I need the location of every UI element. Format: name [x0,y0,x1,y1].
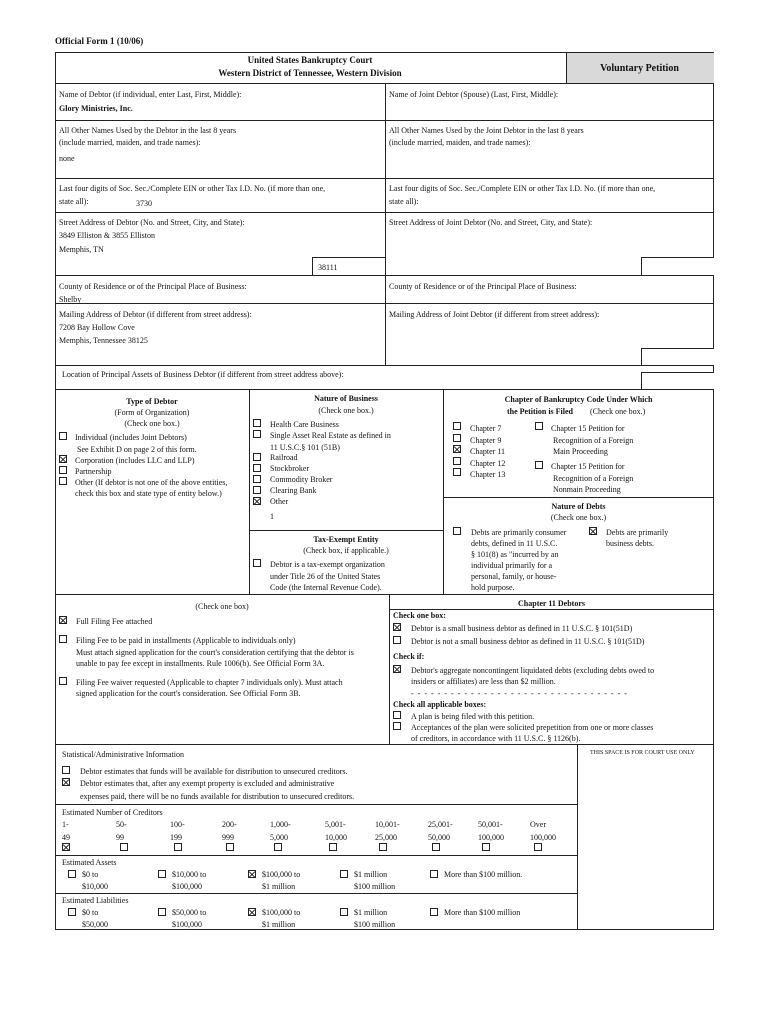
type-of-debtor-sub1: (Form of Organization) [114,408,190,417]
chapter-15-nonmain-line3: Nonmain Proceeding [553,485,621,494]
assets-location-label: Location of Principal Assets of Business Debtor (if different from street address above): [62,370,344,379]
single-asset-label-2: 11 U.S.C.§ 101 (51B) [270,443,340,452]
chapter-15-main-line1: Chapter 15 Petition for [551,424,625,433]
assets-range-bottom: $100,000 [172,882,202,891]
commodity-broker-checkbox[interactable] [253,475,261,483]
assets-range-bottom: $1 million [262,882,296,891]
chapter-13-checkbox[interactable] [453,468,461,476]
chapter11-check-if: Check if: [393,652,425,661]
chapter11-title: Chapter 11 Debtors [518,599,585,608]
assets-checkbox[interactable] [158,870,166,878]
chapter-15-main-line2: Recognition of a Foreign [553,436,634,445]
chapter11-check-all: Check all applicable boxes: [393,700,487,709]
creditors-range-top: 1- [62,820,69,829]
creditors-range-bottom: 100,000 [530,833,556,842]
tax-exempt-title: Tax-Exempt Entity [313,535,379,544]
creditors-checkbox[interactable] [379,843,387,851]
other-business-value[interactable]: 1 [270,512,274,521]
single-asset-label: Single Asset Real Estate as defined in [270,431,391,440]
nature-of-business-title: Nature of Business [314,394,378,403]
creditors-range-top: 100- [170,820,185,829]
tax-exempt-line2: under Title 26 of the United States [270,572,381,581]
joint-mailing-zip-box[interactable] [641,348,714,365]
consumer-debts-checkbox[interactable] [453,527,461,535]
other-entity-label-2: check this box and state type of entity below.) [75,489,222,498]
business-debts-line1: Debts are primarily [606,528,669,537]
form-title: Official Form 1 (10/06) [55,36,144,46]
mailing-address-line2[interactable]: Memphis, Tennessee 38125 [59,336,148,345]
fee-waiver-checkbox[interactable] [59,677,67,685]
assets-label: Estimated Assets [62,858,117,867]
joint-ssn-label: Last four digits of Soc. Sec./Complete EIN or other Tax I.D. No. (if more than one, [389,184,656,193]
creditors-range-bottom: 10,000 [325,833,347,842]
other-business-label: Other [270,497,289,506]
court-use-label: THIS SPACE IS FOR COURT USE ONLY [590,750,695,756]
assets-checkbox[interactable] [340,870,348,878]
creditors-range-top: Over [530,820,546,829]
nature-of-debts-sub: (Check one box.) [550,513,607,522]
creditors-checkbox[interactable] [329,843,337,851]
installments-line2: Must attach signed application for the court's consideration certifying that the debtor is [76,648,354,657]
acceptances-checkbox[interactable] [393,722,401,730]
liabilities-checkbox[interactable] [248,908,256,916]
chapter-7-label: Chapter 7 [470,424,502,433]
plan-filed-checkbox[interactable] [393,711,401,719]
creditors-range-bottom: 100,000 [478,833,504,842]
assets-range-top: $1 million [354,870,388,879]
creditors-range-bottom: 5,000 [270,833,288,842]
creditors-range-top: 25,001- [428,820,453,829]
type-of-debtor-title: Type of Debtor [126,397,178,406]
business-debts-checkbox[interactable] [589,527,597,535]
chapter-7-checkbox[interactable] [453,422,461,430]
ssn-label: Last four digits of Soc. Sec./Complete EIN or other Tax I.D. No. (if more than one, [59,184,326,193]
joint-ssn-label-2: state all): [389,197,419,206]
statistical-title: Statistical/Administrative Information [62,750,184,759]
chapter-9-checkbox[interactable] [453,434,461,442]
creditors-checkbox[interactable] [226,843,234,851]
aggregate-debts-line1: Debtor's aggregate noncontingent liquidated debts (excluding debts owed to [411,666,655,675]
chapter11-check-one: Check one box: [393,611,446,620]
clearing-bank-label: Clearing Bank [270,486,317,495]
creditors-checkbox[interactable] [482,843,490,851]
court-name: United States Bankruptcy Court [247,55,373,65]
chapter-15-nonmain-line2: Recognition of a Foreign [553,474,634,483]
chapter-15-nonmain-checkbox[interactable] [535,461,543,469]
assets-range-top: $0 to [82,870,99,879]
consumer-debts-line5: personal, family, or house- [471,572,557,581]
assets-range-top: More than $100 million. [444,870,523,879]
liabilities-range-top: $1 million [354,908,388,917]
chapter-title-2: the Petition is Filed [507,407,573,416]
assets-checkbox[interactable] [68,870,76,878]
liabilities-range-top: $0 to [82,908,99,917]
assets-location-zip-box[interactable] [641,372,714,389]
joint-other-names-sub: (include married, maiden, and trade names): [389,138,531,147]
street-address-line1[interactable]: 3849 Elliston & 3855 Elliston [59,231,156,240]
partnership-label: Partnership [75,467,112,476]
chapter-title-2b: (Check one box.) [590,407,646,416]
petition-type: Voluntary Petition [600,63,679,74]
tax-exempt-line1: Debtor is a tax-exempt organization [270,560,385,569]
other-names-label: All Other Names Used by the Debtor in the last 8 years [59,126,237,135]
joint-county-label: County of Residence or of the Principal Place of Business: [389,282,577,291]
chapter-15-main-line3: Main Proceeding [553,447,608,456]
chapter-9-label: Chapter 9 [470,436,502,445]
no-funds-checkbox[interactable] [62,778,70,786]
tax-exempt-sub: (Check box, if applicable.) [303,546,389,555]
business-debts-line2: business debts. [606,539,654,548]
commodity-broker-label: Commodity Broker [270,475,333,484]
county-label: County of Residence or of the Principal Place of Business: [59,282,247,291]
other-names-sub: (include married, maiden, and trade names): [59,138,201,147]
installments-line3: unable to pay fee except in installments. Rule 1006(b). See Official Form 3A. [76,659,325,668]
chapter11-divider: - - - - - - - - - - - - - - - - - - - - - - - - - - - - - - - - - [411,689,628,698]
stockbroker-checkbox[interactable] [253,464,261,472]
creditors-checkbox[interactable] [432,843,440,851]
creditors-range-bottom: 25,000 [375,833,397,842]
assets-range-bottom: $100 million [354,882,396,891]
liabilities-range-bottom: $1 million [262,920,296,929]
ssn-label-2: state all): [59,197,89,206]
creditors-range-top: 50- [116,820,127,829]
clearing-bank-checkbox[interactable] [253,486,261,494]
creditors-range-bottom: 999 [222,833,234,842]
chapter-13-label: Chapter 13 [470,470,506,479]
other-entity-label: Other (If debtor is not one of the above entities, [75,478,228,487]
creditors-range-bottom: 199 [170,833,182,842]
joint-other-names-label: All Other Names Used by the Joint Debtor in the last 8 years [389,126,584,135]
other-names-value[interactable]: none [59,154,75,163]
joint-mailing-address-label: Mailing Address of Joint Debtor (if different from street address): [389,310,600,319]
individual-label: Individual (includes Joint Debtors) [75,433,187,442]
railroad-label: Railroad [270,453,298,462]
no-funds-line1: Debtor estimates that, after any exempt property is excluded and administrative [80,779,335,788]
installments-checkbox[interactable] [59,635,67,643]
nature-of-business-sub: (Check one box.) [318,406,374,415]
county-value[interactable]: Shelby [59,295,82,304]
railroad-checkbox[interactable] [253,453,261,461]
chapter-title: Chapter of Bankruptcy Code Under Which [504,395,653,404]
tax-exempt-checkbox[interactable] [253,559,261,567]
other-business-checkbox[interactable] [253,497,261,505]
corporation-label: Corporation (includes LLC and LLP) [75,456,195,465]
joint-zip-box[interactable] [641,257,714,275]
consumer-debts-line2: debts, defined in 11 U.S.C. [471,539,558,548]
creditors-range-bottom: 99 [116,833,124,842]
creditors-range-top: 200- [222,820,237,829]
not-small-business-label: Debtor is not a small business debtor as defined in 11 U.S.C. § 101(51D) [411,637,645,646]
creditors-checkbox[interactable] [174,843,182,851]
creditors-checkbox[interactable] [120,843,128,851]
street-address-line2[interactable]: Memphis, TN [59,245,104,254]
chapter-12-label: Chapter 12 [470,459,506,468]
creditors-range-bottom: 49 [62,833,70,842]
individual-label-2: See Exhibit D on page 2 of this form. [77,445,197,454]
health-care-checkbox[interactable] [253,419,261,427]
joint-debtor-name-label: Name of Joint Debtor (Spouse) (Last, First, Middle): [389,90,559,99]
mailing-address-label: Mailing Address of Debtor (if different from street address): [59,310,252,319]
debtor-name-label: Name of Debtor (if individual, enter Last, First, Middle): [59,90,242,99]
not-small-business-checkbox[interactable] [393,636,401,644]
creditors-range-top: 1,000- [270,820,291,829]
assets-checkbox[interactable] [430,870,438,878]
nature-of-debts-title: Nature of Debts [551,502,606,511]
consumer-debts-line1: Debts are primarily consumer [471,528,567,537]
aggregate-debts-checkbox[interactable] [393,665,401,673]
joint-street-address-label: Street Address of Joint Debtor (No. and Street, City, and State): [389,218,593,227]
street-address-label: Street Address of Debtor (No. and Street, City, and State): [59,218,245,227]
tax-exempt-line3: Code (the Internal Revenue Code). [270,583,382,592]
liabilities-range-bottom: $100 million [354,920,396,929]
liabilities-label: Estimated Liabilities [62,896,129,905]
liabilities-checkbox[interactable] [340,908,348,916]
consumer-debts-line4: individual primarily for a [471,561,553,570]
fee-waiver-line1: Filing Fee waiver requested (Applicable to chapter 7 individuals only). Must attach [76,678,343,687]
small-business-label: Debtor is a small business debtor as defined in 11 U.S.C. § 101(51D) [411,624,633,633]
liabilities-range-top: $100,000 to [262,908,301,917]
creditors-range-top: 50,001- [478,820,503,829]
partnership-checkbox[interactable] [59,466,67,474]
full-filing-fee-label: Full Filing Fee attached [76,617,153,626]
funds-available-checkbox[interactable] [62,766,70,774]
liabilities-range-top: More than $100 million [444,908,521,917]
funds-available-label: Debtor estimates that funds will be available for distribution to unsecured creditors. [80,767,348,776]
liabilities-range-bottom: $100,000 [172,920,202,929]
single-asset-checkbox[interactable] [253,430,261,438]
creditors-checkbox[interactable] [62,843,70,851]
assets-checkbox[interactable] [248,870,256,878]
full-filing-fee-checkbox[interactable] [59,616,67,624]
court-district: Western District of Tennessee, Western Division [218,68,402,78]
chapter-12-checkbox[interactable] [453,457,461,465]
creditors-range-top: 10,001- [375,820,400,829]
aggregate-debts-line2: insiders or affiliates) are less than $2 million. [411,677,556,686]
ssn-value[interactable]: 3730 [136,199,152,208]
debtor-name-value[interactable]: Glory Ministries, Inc. [59,104,133,113]
creditors-checkbox[interactable] [534,843,542,851]
fee-waiver-line2: signed application for the court's consideration. See Official Form 3B. [76,689,301,698]
creditors-range-top: 5,001- [325,820,346,829]
other-entity-checkbox[interactable] [59,477,67,485]
liabilities-range-top: $50,000 to [172,908,207,917]
chapter-15-nonmain-line1: Chapter 15 Petition for [551,462,625,471]
liabilities-range-bottom: $50,000 [82,920,108,929]
type-of-debtor-sub2: (Check one box.) [124,419,180,428]
creditors-range-bottom: 50,000 [428,833,450,842]
acceptances-line1: Acceptances of the plan were solicited prepetition from one or more classes [411,723,654,732]
liabilities-checkbox[interactable] [68,908,76,916]
chapter-11-label: Chapter 11 [470,447,506,456]
assets-range-top: $100,000 to [262,870,301,879]
creditors-checkbox[interactable] [274,843,282,851]
installments-line1: Filing Fee to be paid in installments (Applicable to individuals only) [76,636,296,645]
health-care-label: Health Care Business [270,420,339,429]
mailing-address-line1[interactable]: 7208 Bay Hollow Cove [59,323,135,332]
assets-range-top: $10,000 to [172,870,207,879]
creditors-label: Estimated Number of Creditors [62,808,163,817]
liabilities-checkbox[interactable] [158,908,166,916]
liabilities-checkbox[interactable] [430,908,438,916]
assets-range-bottom: $10,000 [82,882,108,891]
consumer-debts-line3: § 101(8) as "incurred by an [471,550,559,559]
filing-fee-title: (Check one box) [195,602,249,611]
plan-filed-label: A plan is being filed with this petition. [411,712,535,721]
consumer-debts-line6: hold purpose. [471,583,515,592]
chapter-15-main-checkbox[interactable] [535,422,543,430]
chapter-11-checkbox[interactable] [453,445,461,453]
individual-checkbox[interactable] [59,432,67,440]
small-business-checkbox[interactable] [393,623,401,631]
acceptances-line2: of creditors, in accordance with 11 U.S.C. § 1126(b). [411,734,581,743]
no-funds-line2: expenses paid, there will be no funds available for distribution to unsecured creditors. [80,792,355,801]
stockbroker-label: Stockbroker [270,464,310,473]
corporation-checkbox[interactable] [59,455,67,463]
zip-value: 38111 [318,263,338,272]
